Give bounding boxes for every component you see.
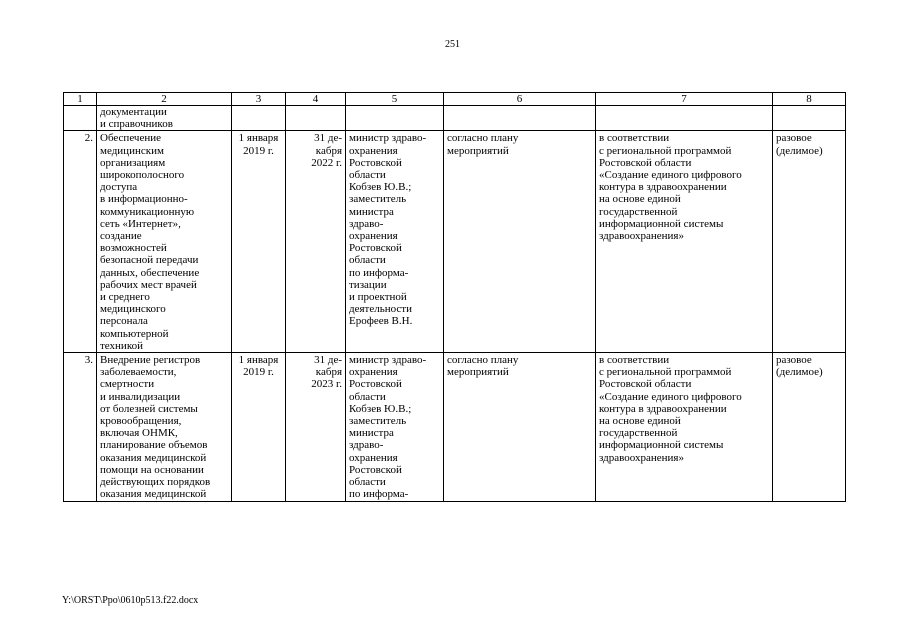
column-header: 8 [773, 93, 846, 106]
indicator-cell [444, 353, 596, 501]
cell-line: контура в здравоохранении [599, 181, 727, 194]
end-date-cell [286, 131, 346, 353]
cell-line: компьютерной [100, 327, 169, 340]
table-header-row [64, 93, 846, 106]
cell-line: и инвалидизации [100, 390, 181, 403]
cell-line: 31 де- [314, 132, 342, 145]
cell-line: тизации [349, 278, 387, 291]
cell-line: медицинским [100, 144, 164, 157]
column-header: 1 [64, 93, 97, 106]
cell-line: 1 января [238, 354, 279, 367]
cell-line: планирование объемов [100, 439, 208, 452]
cell-line: (делимое) [776, 144, 823, 157]
cell-line: Ерофеев В.Н. [349, 315, 413, 328]
cell-line: коммуникационную [100, 205, 195, 218]
cell-line: заместитель [349, 193, 407, 206]
cell-line: медицинского [100, 303, 166, 316]
cell-line: 2019 г. [243, 366, 274, 379]
cell-line: 2. [84, 132, 93, 145]
start-date-cell [232, 106, 286, 131]
cell-line: по информа- [349, 266, 409, 279]
cell-line: 2023 г. [311, 378, 342, 391]
cell-line: разовое [776, 354, 812, 367]
cell-line: включая ОНМК, [100, 427, 178, 440]
responsible-cell [346, 106, 444, 131]
cell-line: государственной [599, 427, 678, 440]
cell-line: Кобзев Ю.В.; [349, 402, 412, 415]
cell-line: министр здраво- [349, 132, 427, 145]
start-date-cell [232, 353, 286, 501]
column-header: 7 [596, 93, 773, 106]
cell-line: рабочих мест врачей [100, 278, 197, 291]
responsible-cell [346, 353, 444, 501]
end-date-cell [286, 353, 346, 501]
cell-line: с региональной программой [599, 144, 732, 157]
cell-line: Ростовской области [599, 378, 692, 391]
cell-line: министра [349, 205, 394, 218]
cell-line: Ростовской [349, 156, 402, 169]
cell-line: сеть «Интернет», [100, 217, 181, 230]
cell-line: действующих порядков [100, 476, 211, 489]
table-row [64, 131, 846, 353]
cell-line: министра [349, 427, 394, 440]
cell-line: персонала [100, 315, 148, 328]
type-cell [773, 106, 846, 131]
row-number-cell [64, 353, 97, 501]
start-date-cell [232, 131, 286, 353]
cell-line: охранения [349, 144, 398, 157]
type-cell [773, 353, 846, 501]
cell-line: согласно плану [447, 354, 519, 367]
column-header: 6 [444, 93, 596, 106]
cell-line: в соответствии [599, 132, 670, 145]
cell-line: контура в здравоохранении [599, 402, 727, 415]
table-row [64, 106, 846, 131]
row-number-cell [64, 131, 97, 353]
cell-line: заместитель [349, 415, 407, 428]
responsible-cell [346, 131, 444, 353]
cell-line: безопасной передачи [100, 254, 199, 267]
cell-line: Обеспечение [100, 132, 161, 145]
column-header: 4 [286, 93, 346, 106]
cell-line: Ростовской области [599, 156, 692, 169]
cell-line: информационной системы [599, 217, 724, 230]
cell-line: от болезней системы [100, 402, 198, 415]
program-cell [596, 131, 773, 353]
cell-line: разовое [776, 132, 812, 145]
indicator-cell [444, 106, 596, 131]
cell-line: согласно плану [447, 132, 519, 145]
activity-name-cell [97, 131, 232, 353]
cell-line: «Создание единого цифрового [599, 390, 742, 403]
cell-line: техникой [100, 339, 143, 352]
cell-line: области [349, 254, 386, 267]
cell-line: Кобзев Ю.В.; [349, 181, 412, 194]
cell-line: на основе единой [599, 193, 681, 206]
cell-line: здраво- [349, 439, 384, 452]
cell-line: в информационно- [100, 193, 188, 206]
cell-line: организациям [100, 156, 166, 169]
cell-line: области [349, 390, 386, 403]
cell-line: 1 января [238, 132, 279, 145]
cell-line: Ростовской [349, 463, 402, 476]
program-cell [596, 106, 773, 131]
cell-line: государственной [599, 205, 678, 218]
cell-line: широкополосного [100, 169, 185, 182]
program-cell [596, 353, 773, 501]
cell-line: оказания медицинской [100, 451, 207, 464]
cell-line: оказания медицинской [100, 488, 207, 501]
end-date-cell [286, 106, 346, 131]
cell-line: охранения [349, 451, 398, 464]
cell-line: 2022 г. [311, 156, 342, 169]
cell-line: заболеваемости, [100, 366, 177, 379]
cell-line: на основе единой [599, 415, 681, 428]
cell-line: здравоохранения» [599, 230, 684, 243]
cell-line: документации [100, 106, 167, 118]
cell-line: области [349, 169, 386, 182]
column-header: 5 [346, 93, 444, 106]
page-number: 251 [445, 39, 460, 50]
cell-line: министр здраво- [349, 354, 427, 367]
type-cell [773, 131, 846, 353]
activity-name-cell [97, 106, 232, 131]
cell-line: создание [100, 230, 142, 243]
activity-name-cell [97, 353, 232, 501]
cell-line: данных, обеспечение [100, 266, 200, 279]
cell-line: Ростовской [349, 242, 402, 255]
cell-line: (делимое) [776, 366, 823, 379]
cell-line: информационной системы [599, 439, 724, 452]
cell-line: деятельности [349, 303, 412, 316]
cell-line: и проектной [349, 291, 407, 304]
cell-line: кабря [315, 144, 342, 157]
cell-line: 3. [84, 354, 93, 367]
cell-line: Ростовской [349, 378, 402, 391]
cell-line: охранения [349, 230, 398, 243]
plan-table [63, 92, 846, 502]
cell-line: здравоохранения» [599, 451, 684, 464]
cell-line: мероприятий [447, 144, 509, 157]
cell-line: кровообращения, [100, 415, 182, 428]
cell-line: доступа [100, 181, 138, 194]
indicator-cell [444, 131, 596, 353]
table-row [64, 353, 846, 501]
cell-line: мероприятий [447, 366, 509, 379]
cell-line: и справочников [100, 118, 173, 131]
cell-line: области [349, 476, 386, 489]
cell-line: с региональной программой [599, 366, 732, 379]
cell-line: 31 де- [314, 354, 342, 367]
column-header: 2 [97, 93, 232, 106]
cell-line: охранения [349, 366, 398, 379]
cell-line: кабря [315, 366, 342, 379]
column-header: 3 [232, 93, 286, 106]
cell-line: «Создание единого цифрового [599, 169, 742, 182]
cell-line: по информа- [349, 488, 409, 501]
cell-line: в соответствии [599, 354, 670, 367]
cell-line: смертности [100, 378, 155, 391]
cell-line: помощи на основании [100, 463, 204, 476]
row-number-cell [64, 106, 97, 131]
cell-line: 2019 г. [243, 144, 274, 157]
cell-line: Внедрение регистров [100, 354, 201, 367]
cell-line: здраво- [349, 217, 384, 230]
cell-line: возможностей [100, 242, 167, 255]
file-path-footer: Y:\ORST\Ppo\0610p513.f22.docx [62, 595, 199, 606]
cell-line: и среднего [100, 291, 150, 304]
